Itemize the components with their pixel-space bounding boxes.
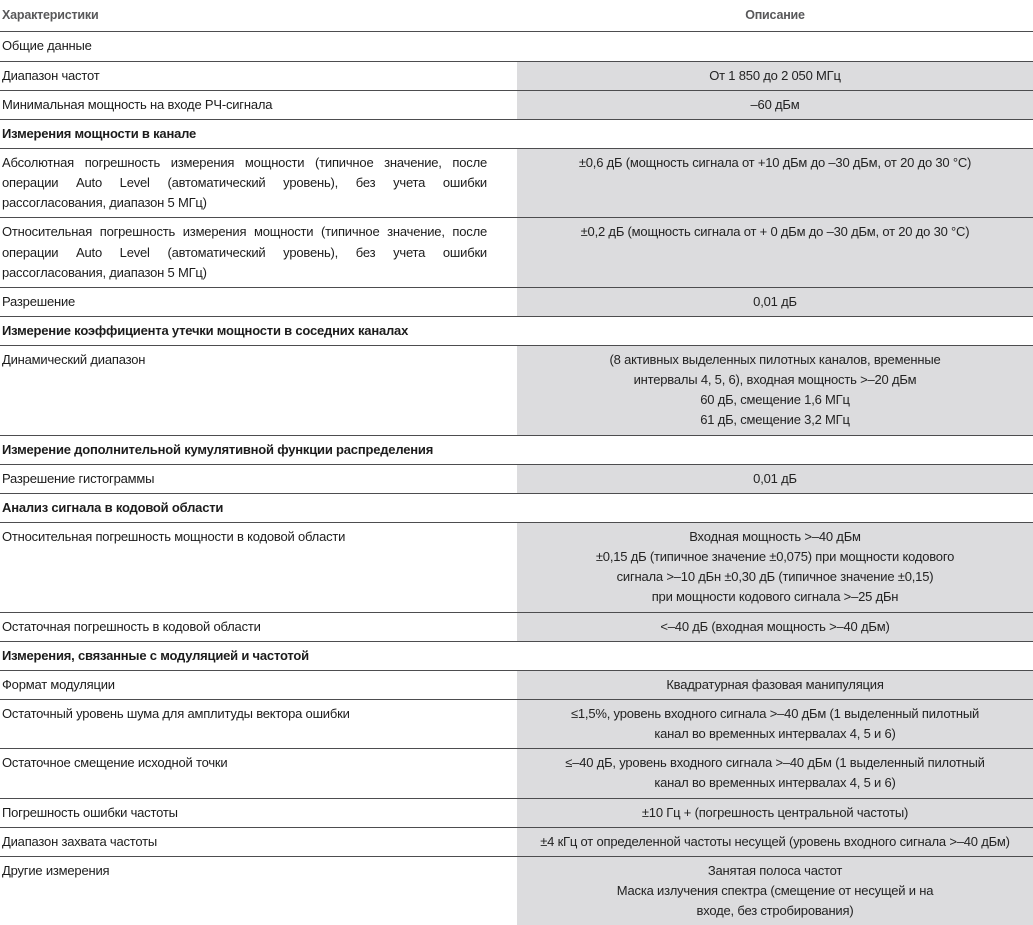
description-value: [517, 613, 1033, 641]
description-line: Квадратурная фазовая манипуляция: [666, 676, 884, 692]
description-value: [517, 218, 1033, 286]
description-line: сигнала >–10 дБн ±0,30 дБ (типичное значение ±0,15): [616, 569, 934, 585]
section-row: [0, 120, 1033, 149]
characteristic-label: Относительная погрешность измерения мощности (типичное значение, после операции Auto Level (автоматический уровень), без учета ошибки рассогласования, диапазон 5 МГц): [2, 224, 487, 280]
characteristic-label: Остаточный уровень шума для амплитуды вектора ошибки: [2, 706, 350, 722]
description-value: [517, 62, 1033, 90]
table-row: [0, 799, 1033, 828]
description-value: [517, 91, 1033, 119]
section-title: Измерения, связанные с модуляцией и частотой: [2, 647, 309, 663]
table-row: [0, 62, 1033, 91]
characteristic-label: Другие измерения: [2, 862, 110, 878]
characteristic-label: Погрешность ошибки частоты: [2, 804, 178, 820]
section-title: Измерение коэффициента утечки мощности в соседних каналах: [2, 322, 409, 338]
section-row: [0, 642, 1033, 671]
table-row: [0, 288, 1033, 317]
description-line: ±10 Гц + (погрешность центральной частоты): [641, 804, 909, 820]
description-line: 0,01 дБ: [753, 293, 797, 309]
description-line: <–40 дБ (входная мощность >–40 дБм): [660, 618, 890, 634]
description-line: канал во временных интервалах 4, 5 и 6): [654, 775, 896, 791]
description-line: ±0,15 дБ (типичное значение ±0,075) при мощности кодового: [595, 549, 955, 565]
description-line: 61 дБ, смещение 3,2 МГц: [700, 412, 850, 428]
description-line: при мощности кодового сигнала >–25 дБн: [651, 589, 899, 605]
description-value: [517, 288, 1033, 316]
description-value: [517, 857, 1033, 925]
table-row: [0, 700, 1033, 749]
table-row: [0, 465, 1033, 494]
table-header-row: [0, 0, 1033, 32]
description-value: [517, 465, 1033, 493]
description-line: –60 дБм: [750, 96, 800, 112]
description-line: ±0,6 дБ (мощность сигнала от +10 дБм до –30 дБм, от 20 до 30 °C): [578, 154, 972, 170]
description-line: Входная мощность >–40 дБм: [689, 529, 861, 545]
table-row: [0, 149, 1033, 218]
table-row: [0, 346, 1033, 436]
characteristic-label: Остаточное смещение исходной точки: [2, 755, 228, 771]
description-value: [517, 523, 1033, 612]
column-header-description: Описание: [517, 0, 1033, 31]
characteristic-label: Динамический диапазон: [2, 352, 146, 368]
characteristic-label: Диапазон захвата частоты: [2, 833, 158, 849]
description-line: ≤1,5%, уровень входного сигнала >–40 дБм (1 выделенный пилотный: [570, 706, 980, 722]
description-line: ±4 кГц от определенной частоты несущей (уровень входного сигнала >–40 дБм): [540, 833, 1010, 849]
description-line: интервалы 4, 5, 6), входная мощность >–20 дБм: [633, 372, 917, 388]
characteristic-label: Относительная погрешность мощности в кодовой области: [2, 529, 346, 545]
table-row: [0, 828, 1033, 857]
description-line: Занятая полоса частот: [707, 862, 843, 878]
characteristic-label: Разрешение: [2, 293, 76, 309]
description-line: (8 активных выделенных пилотных каналов, временные: [609, 352, 941, 368]
section-title: Измерения мощности в канале: [2, 125, 197, 141]
section-row: [0, 436, 1033, 465]
characteristic-label: Абсолютная погрешность измерения мощности (типичное значение, после операции Auto Level (автоматический уровень), без учета ошибки рассогласования, диапазон 5 МГц): [2, 154, 487, 211]
description-line: ±0,2 дБ (мощность сигнала от + 0 дБм до –30 дБм, от 20 до 30 °C): [580, 224, 970, 240]
section-row: [0, 317, 1033, 346]
characteristic-label: Разрешение гистограммы: [2, 470, 155, 486]
description-line: ≤–40 дБ, уровень входного сигнала >–40 дБм (1 выделенный пилотный: [565, 755, 985, 771]
section-title: Измерение дополнительной кумулятивной функции распределения: [2, 441, 434, 457]
section-title: Общие данные: [2, 38, 92, 54]
table-row: [0, 671, 1033, 700]
description-line: Маска излучения спектра (смещение от несущей и на: [616, 883, 934, 899]
table-row: [0, 613, 1033, 642]
characteristic-label: Диапазон частот: [2, 67, 100, 83]
section-row: [0, 32, 1033, 61]
description-value: [517, 346, 1033, 435]
section-title: Анализ сигнала в кодовой области: [2, 499, 224, 515]
table-row: [0, 91, 1033, 120]
description-value: [517, 828, 1033, 856]
characteristic-label: Формат модуляции: [2, 676, 115, 692]
description-value: [517, 799, 1033, 827]
table-row: [0, 523, 1033, 613]
description-line: 60 дБ, смещение 1,6 МГц: [700, 392, 850, 408]
description-line: канал во временных интервалах 4, 5 и 6): [654, 726, 896, 742]
description-line: 0,01 дБ: [753, 470, 797, 486]
characteristic-label: Остаточная погрешность в кодовой области: [2, 618, 261, 634]
description-line: входе, без стробирования): [696, 903, 854, 919]
description-value: [517, 671, 1033, 699]
description-value: [517, 700, 1033, 748]
table-row: [0, 218, 1033, 287]
table-row: [0, 749, 1033, 798]
characteristic-label: Минимальная мощность на входе РЧ-сигнала: [2, 96, 273, 112]
description-value: [517, 749, 1033, 797]
column-header-characteristics: Характеристики: [0, 0, 517, 31]
table-row: [0, 857, 1033, 925]
description-line: От 1 850 до 2 050 МГц: [709, 67, 841, 83]
spec-table-body: [0, 32, 1033, 925]
description-value: [517, 149, 1033, 217]
section-row: [0, 494, 1033, 523]
